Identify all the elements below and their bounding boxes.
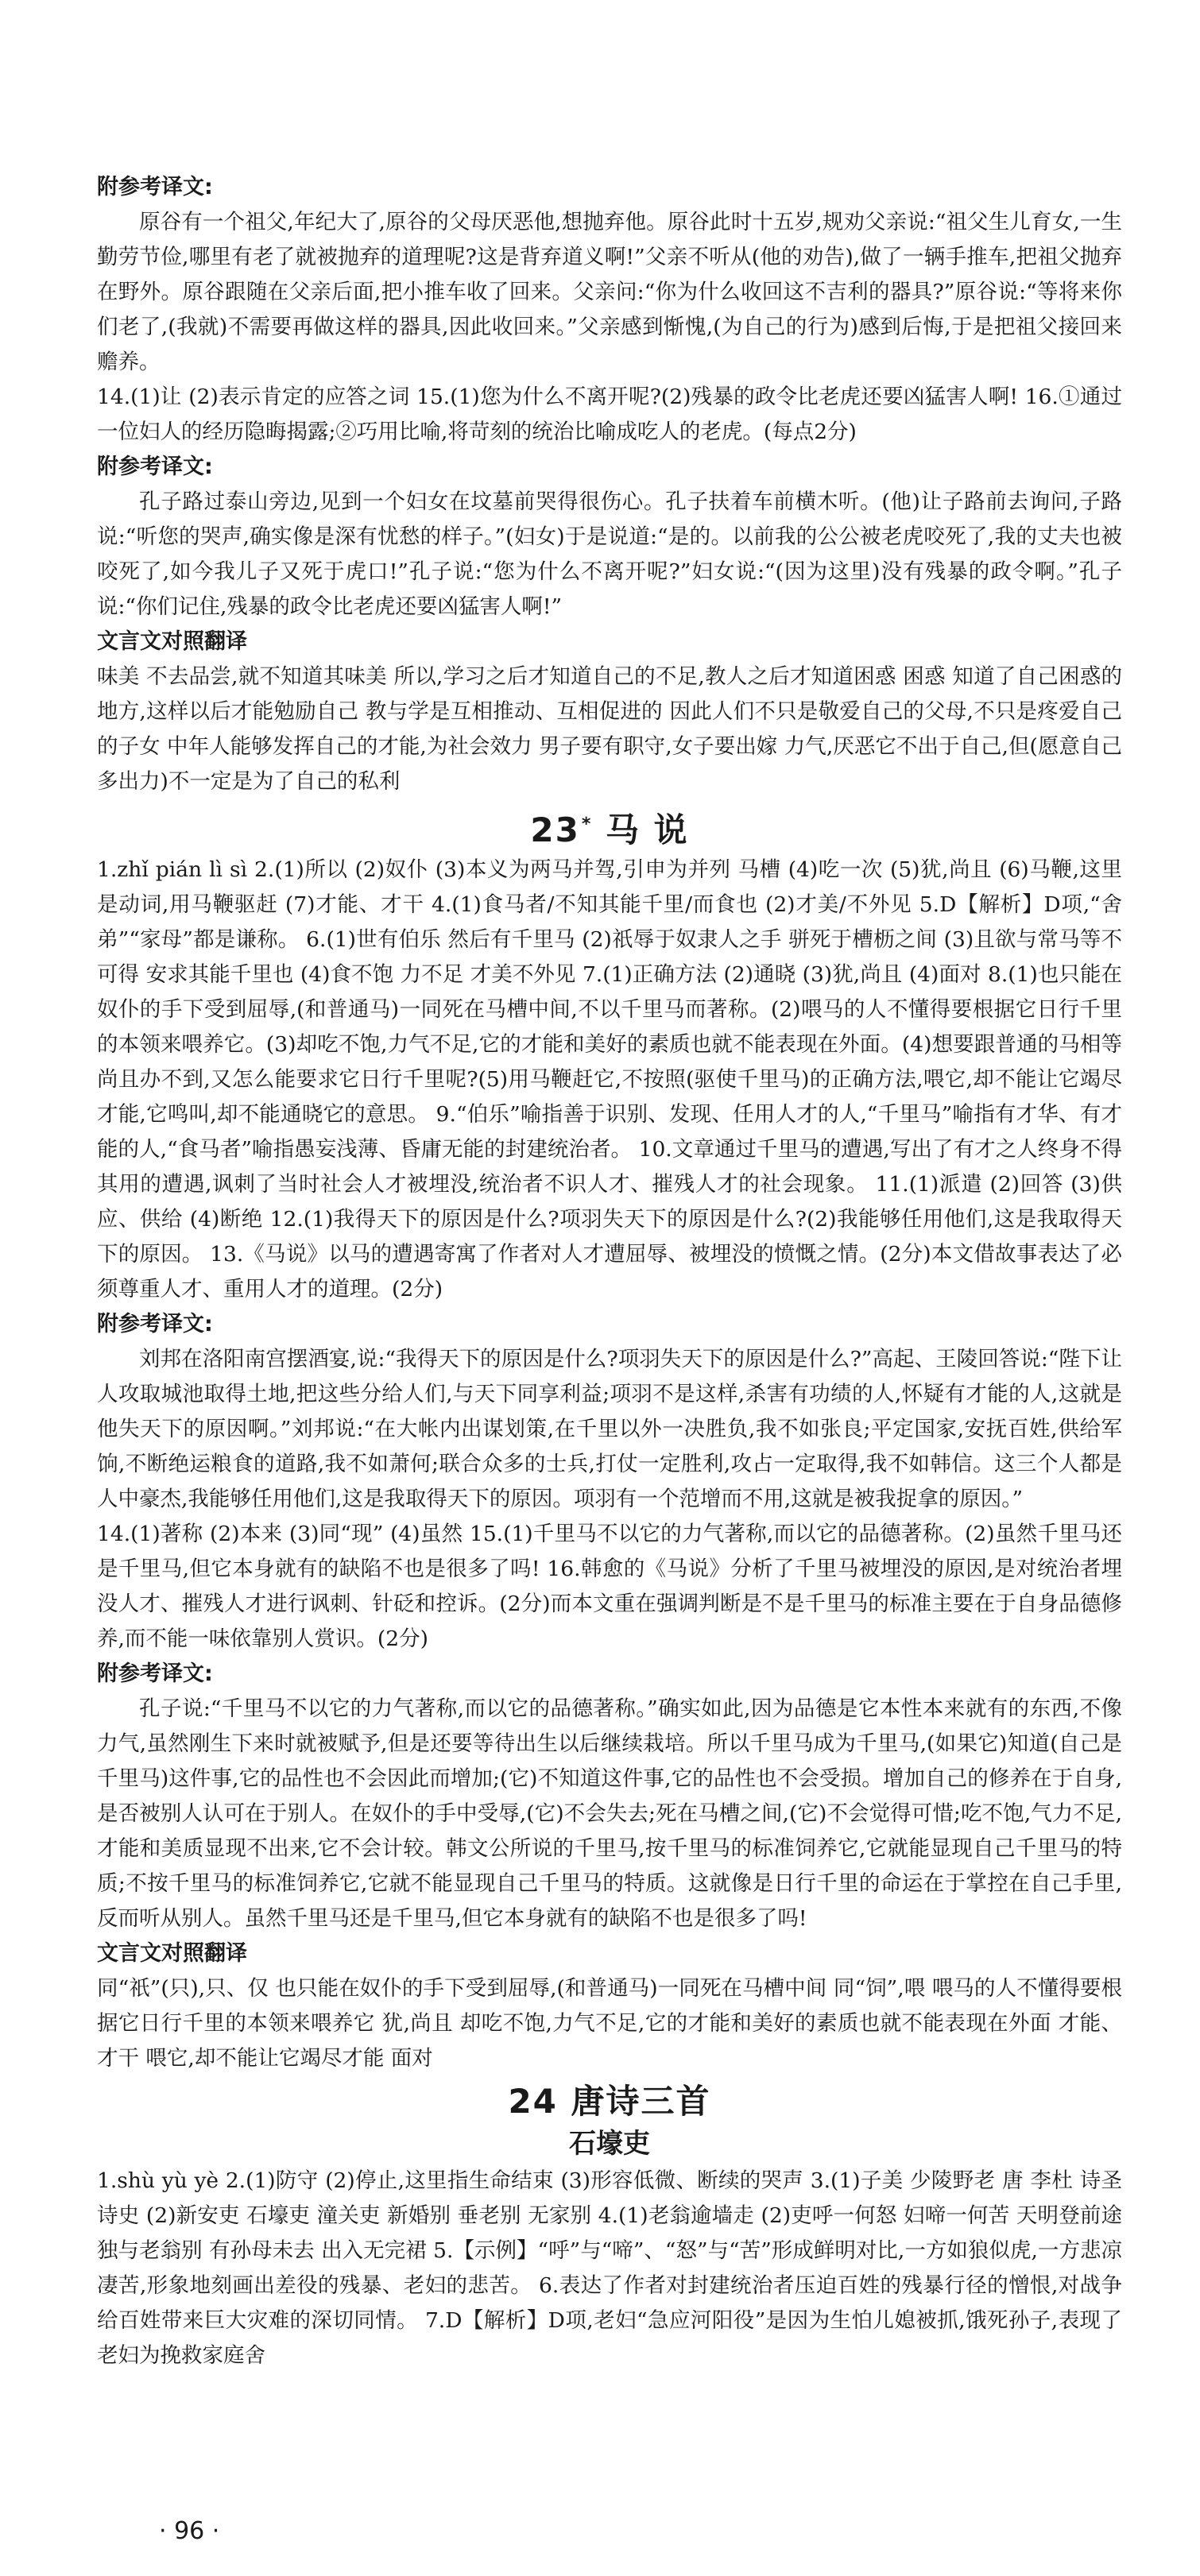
lesson-23-reference-heading-2: 附参考译文: bbox=[97, 1661, 213, 1686]
lesson-name: 马 说 bbox=[605, 810, 689, 849]
lesson-23-reference-text-2: 孔子说:“千里马不以它的力气著称,而以它的品德著称。”确实如此,因为品德是它本性本来就有的东西,不像力气,虽然刚生下来时就被赋予,但是还要等待出生以后继续栽培。所以千里马成为千里马,(如果它)知道(自己是千里马)这件事,它的品性也不会因此而增加;(它)不知道这件事,它的品性也不会受损。增加自己的修养在于自身,是否被别人认可在于别人。在奴仆的手中受辱,(它)不会失去;死在马槽之间,(它)不会觉得可惜;吃不饱,气力不足,才能和美质显现不出来,它不会计较。韩文公所说的千里马,按千里马的标准饲养它,它就能显现自己千里马的特质;不按千里马的标准饲养它,它就不能显现自己千里马的特质。这就像是日行千里的命运在于掌控在自己手里,反而听从别人。虽然千里马还是千里马,但它本身就有的缺陷不也是很多了吗! bbox=[97, 1696, 1122, 1931]
lesson-23-comparison-heading: 文言文对照翻译 bbox=[97, 1941, 247, 1966]
lesson-mark: * bbox=[581, 814, 593, 834]
lesson-23-reference-heading: 附参考译文: bbox=[97, 1312, 213, 1336]
lesson-24-title: 24 唐诗三首 bbox=[508, 2082, 711, 2121]
lesson-23-answers-2: 14.(1)著称 (2)本来 (3)同“现” (4)虽然 15.(1)千里马不以它的力气著称,而以它的品德著称。(2)虽然千里马还是千里马,但它本身就有的缺陷不也是很多了吗! 16.韩愈的《马说》分析了千里马被埋没的原因,是对统治者埋没人才、摧残人才进行讽刺、针砭和控诉。(2分)而本文重在强调判断是不是千里马的标准主要在于自身品德修养,而不能一味依靠别人赏识。(2分) bbox=[97, 1522, 1122, 1651]
classical-comparison-text: 味美 不去品尝,就不知道其味美 所以,学习之后才知道自己的不足,教人之后才知道困惑 困惑 知道了自己困惑的地方,这样以后才能勉励自己 教与学是互相推动、互相促进的 因此人们不只是敬爱自己的父母,不只是疼爱自己的子女 中年人能够发挥自己的才能,为社会效力 男子要有职守,女子要出嫁 力气,厌恶它不出于自己,但(愿意自己多出力)不一定是为了自己的私利 bbox=[97, 664, 1122, 794]
lesson-23-comparison-text: 同“祇”(只),只、仅 也只能在奴仆的手下受到屈辱,(和普通马)一同死在马槽中间 同“饲”,喂 喂马的人不懂得要根据它日行千里的本领来喂养它 犹,尚且 却吃不饱,力气不足,它的才能和美好的素质也就不能表现在外面 才能、才干 喂它,却不能让它竭尽才能 面对 bbox=[97, 1976, 1122, 2071]
page-content bbox=[97, 170, 1122, 2373]
page-number: · 96 · bbox=[159, 2517, 220, 2545]
lesson-24-answers: 1.shù yù yè 2.(1)防守 (2)停止,这里指生命结束 (3)形容低微、断续的哭声 3.(1)子美 少陵野老 唐 李杜 诗圣 诗史 (2)新安吏 石壕吏 潼关吏 新婚别 垂老别 无家别 4.(1)老翁逾墙走 (2)吏呼一何怒 妇啼一何苦 天明登前途 独与老翁别 有孙母未去 出入无完裙 5.【示例】“呼”与“啼”、“怒”与“苦”形成鲜明对比,一方如狼似虎,一方悲凉凄苦,形象地刻画出差役的残暴、老妇的悲苦。 6.表达了作者对封建统治者压迫百姓的残暴行径的憎恨,对战争给百姓带来巨大灾难的深切同情。 7.D【解析】D项,老妇“急应河阳役”是因为生怕儿媳被抓,饿死孙子,表现了老妇为挽救家庭舍 bbox=[97, 2168, 1122, 2368]
reference-translation-text: 原谷有一个祖父,年纪大了,原谷的父母厌恶他,想抛弃他。原谷此时十五岁,规劝父亲说:“祖父生儿育女,一生勤劳节俭,哪里有老了就被抛弃的道理呢?这是背弃道义啊!”父亲不听从(他的劝告),做了一辆手推车,把祖父抛弃在野外。原谷跟随在父亲后面,把小推车收了回来。父亲问:“你为什么收回这不吉利的器具?”原谷说:“等将来你们老了,(我就)不需要再做这样的器具,因此收回来。”父亲感到惭愧,(为自己的行为)感到后悔,于是把祖父接回来赡养。 bbox=[97, 210, 1122, 374]
answers-14-16: 14.(1)让 (2)表示肯定的应答之词 15.(1)您为什么不离开呢?(2)残暴的政令比老虎还要凶猛害人啊! 16.①通过一位妇人的经历隐晦揭露;②巧用比喻,将苛刻的统治比喻成吃人的老虎。(每点2分) bbox=[97, 385, 1122, 444]
reference-translation-heading-2: 附参考译文: bbox=[97, 454, 213, 479]
lesson-23-title bbox=[97, 803, 1122, 853]
lesson-23-answers: 1.zhǐ pián lì sì 2.(1)所以 (2)奴仆 (3)本义为两马并驾,引申为并列 马槽 (4)吃一次 (5)犹,尚且 (6)马鞭,这里是动词,用马鞭驱赶 (7)才能、才干 4.(1)食马者/不知其能千里/而食也 (2)才美/不外见 5.D【解析】D项,“舍弟”“家母”都是谦称。 6.(1)世有伯乐 然后有千里马 (2)祇辱于奴隶人之手 骈死于槽枥之间 (3)且欲与常马等不可得 安求其能千里也 (4)食不饱 力不足 才美不外见 7.(1)正确方法 (2)通晓 (3)犹,尚且 (4)面对 8.(1)也只能在奴仆的手下受到屈辱,(和普通马)一同死在马槽中间,不以千里马而著称。(2)喂马的人不懂得要根据它日行千里的本领来喂养它。(3)却吃不饱,力气不足,它的才能和美好的素质也就不能表现在外面。(4)想要跟普通的马相等尚且办不到,又怎么能要求它日行千里呢?(5)用马鞭赶它,不按照(驱使千里马)的正确方法,喂它,却不能让它竭尽才能,它鸣叫,却不能通晓它的意思。 9.“伯乐”喻指善于识别、发现、任用人才的人,“千里马”喻指有才华、有才能的人,“食马者”喻指愚妄浅薄、昏庸无能的封建统治者。 10.文章通过千里马的遭遇,写出了有才之人终身不得其用的遭遇,讽刺了当时社会人才被埋没,统治者不识人才、摧残人才的社会现象。 11.(1)派遣 (2)回答 (3)供应、供给 (4)断绝 12.(1)我得天下的原因是什么?项羽失天下的原因是什么?(2)我能够任用他们,这是我取得天下的原因。 13.《马说》以马的遭遇寄寓了作者对人才遭屈辱、被埋没的愤慨之情。(2分)本文借故事表达了必须尊重人才、重用人才的道理。(2分) bbox=[97, 857, 1122, 1302]
lesson-number: 23 bbox=[530, 810, 580, 849]
reference-translation-text-2: 孔子路过泰山旁边,见到一个妇女在坟墓前哭得很伤心。孔子扶着车前横木听。(他)让子路前去询问,子路说:“听您的哭声,确实像是深有忧愁的样子。”(妇女)于是说道:“是的。以前我的公公被老虎咬死了,我的丈夫也被咬死了,如今我儿子又死于虎口!”孔子说:“您为什么不离开呢?”妇女说:“(因为这里)没有残暴的政令啊。”孔子说:“你们记住,残暴的政令比老虎还要凶猛害人啊!” bbox=[97, 489, 1122, 619]
lesson-23-reference-text: 刘邦在洛阳南宫摆酒宴,说:“我得天下的原因是什么?项羽失天下的原因是什么?”高起、王陵回答说:“陛下让人攻取城池取得土地,把这些分给人们,与天下同享利益;项羽不是这样,杀害有功绩的人,怀疑有才能的人,这就是他失天下的原因啊。”刘邦说:“在大帐内出谋划策,在千里以外一决胜负,我不如张良;平定国家,安抚百姓,供给军饷,不断绝运粮食的道路,我不如萧何;联合众多的士兵,打仗一定胜利,攻占一定取得,我不如韩信。这三个人都是人中豪杰,我能够任用他们,这是我取得天下的原因。项羽有一个范增而不用,这就是被我捉拿的原因。” bbox=[97, 1347, 1122, 1511]
classical-comparison-heading: 文言文对照翻译 bbox=[97, 629, 247, 654]
poem-subtitle: 石壕吏 bbox=[569, 2128, 650, 2160]
reference-translation-heading: 附参考译文: bbox=[97, 175, 213, 199]
